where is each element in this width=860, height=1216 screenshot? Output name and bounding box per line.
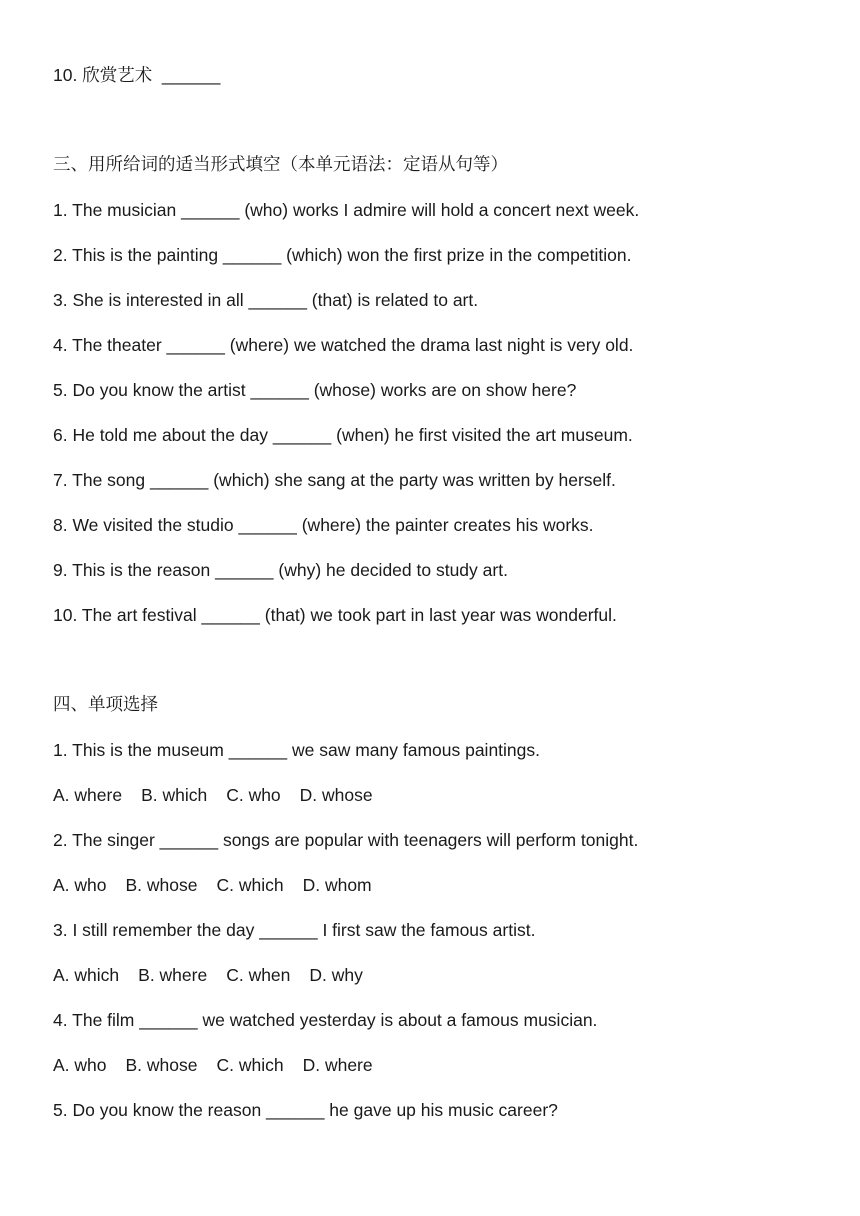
fill-blank-item-10: 10. The art festival ______ (that) we took part in last year was wonderful. [53, 605, 617, 625]
option-a: A. who [53, 875, 107, 895]
option-b: B. whose [125, 875, 198, 895]
option-b: B. which [141, 785, 208, 805]
option-a: A. which [53, 965, 120, 985]
section-3-heading: 三、用所给词的适当形式填空（本单元语法：定语从句等） [53, 155, 508, 175]
option-b: B. whose [125, 1055, 198, 1075]
choice-question-4-options [53, 1053, 373, 1077]
option-d: D. whose [299, 785, 373, 805]
choice-question-4-stem: 4. The film ______ we watched yesterday is about a famous musician. [53, 1010, 598, 1030]
fill-blank-item-1: 1. The musician ______ (who) works I admire will hold a concert next week. [53, 200, 640, 220]
fill-blank-item-5: 5. Do you know the artist ______ (whose) works are on show here? [53, 380, 577, 400]
option-d: D. why [309, 965, 363, 985]
option-d: D. where [302, 1055, 373, 1075]
section-4-heading: 四、单项选择 [53, 695, 158, 715]
option-c: C. when [226, 965, 291, 985]
fill-blank-item-9: 9. This is the reason ______ (why) he decided to study art. [53, 560, 508, 580]
fill-blank-item-7: 7. The song ______ (which) she sang at the party was written by herself. [53, 470, 616, 490]
choice-question-2-options [53, 873, 372, 897]
option-d: D. whom [302, 875, 372, 895]
fill-blank-item-3: 3. She is interested in all ______ (that) is related to art. [53, 290, 479, 310]
fill-blank-item-4: 4. The theater ______ (where) we watched the drama last night is very old. [53, 335, 634, 355]
fill-blank-item-2: 2. This is the painting ______ (which) won the first prize in the competition. [53, 245, 632, 265]
option-a: A. who [53, 1055, 107, 1075]
option-b: B. where [138, 965, 208, 985]
fill-blank-item-6: 6. He told me about the day ______ (when) he first visited the art museum. [53, 425, 633, 445]
fill-blank-item-8: 8. We visited the studio ______ (where) the painter creates his works. [53, 515, 594, 535]
option-c: C. which [216, 1055, 284, 1075]
choice-question-1-stem: 1. This is the museum ______ we saw many famous paintings. [53, 740, 541, 760]
option-a: A. where [53, 785, 123, 805]
option-c: C. which [216, 875, 284, 895]
choice-question-5-stem: 5. Do you know the reason ______ he gave up his music career? [53, 1100, 558, 1120]
choice-question-2-stem: 2. The singer ______ songs are popular with teenagers will perform tonight. [53, 830, 639, 850]
vocab-item-10: 10. 欣赏艺术 ______ [53, 65, 221, 85]
choice-question-3-options [53, 963, 363, 987]
option-c: C. who [226, 785, 281, 805]
choice-question-3-stem: 3. I still remember the day ______ I first saw the famous artist. [53, 920, 536, 940]
choice-question-1-options [53, 783, 373, 807]
